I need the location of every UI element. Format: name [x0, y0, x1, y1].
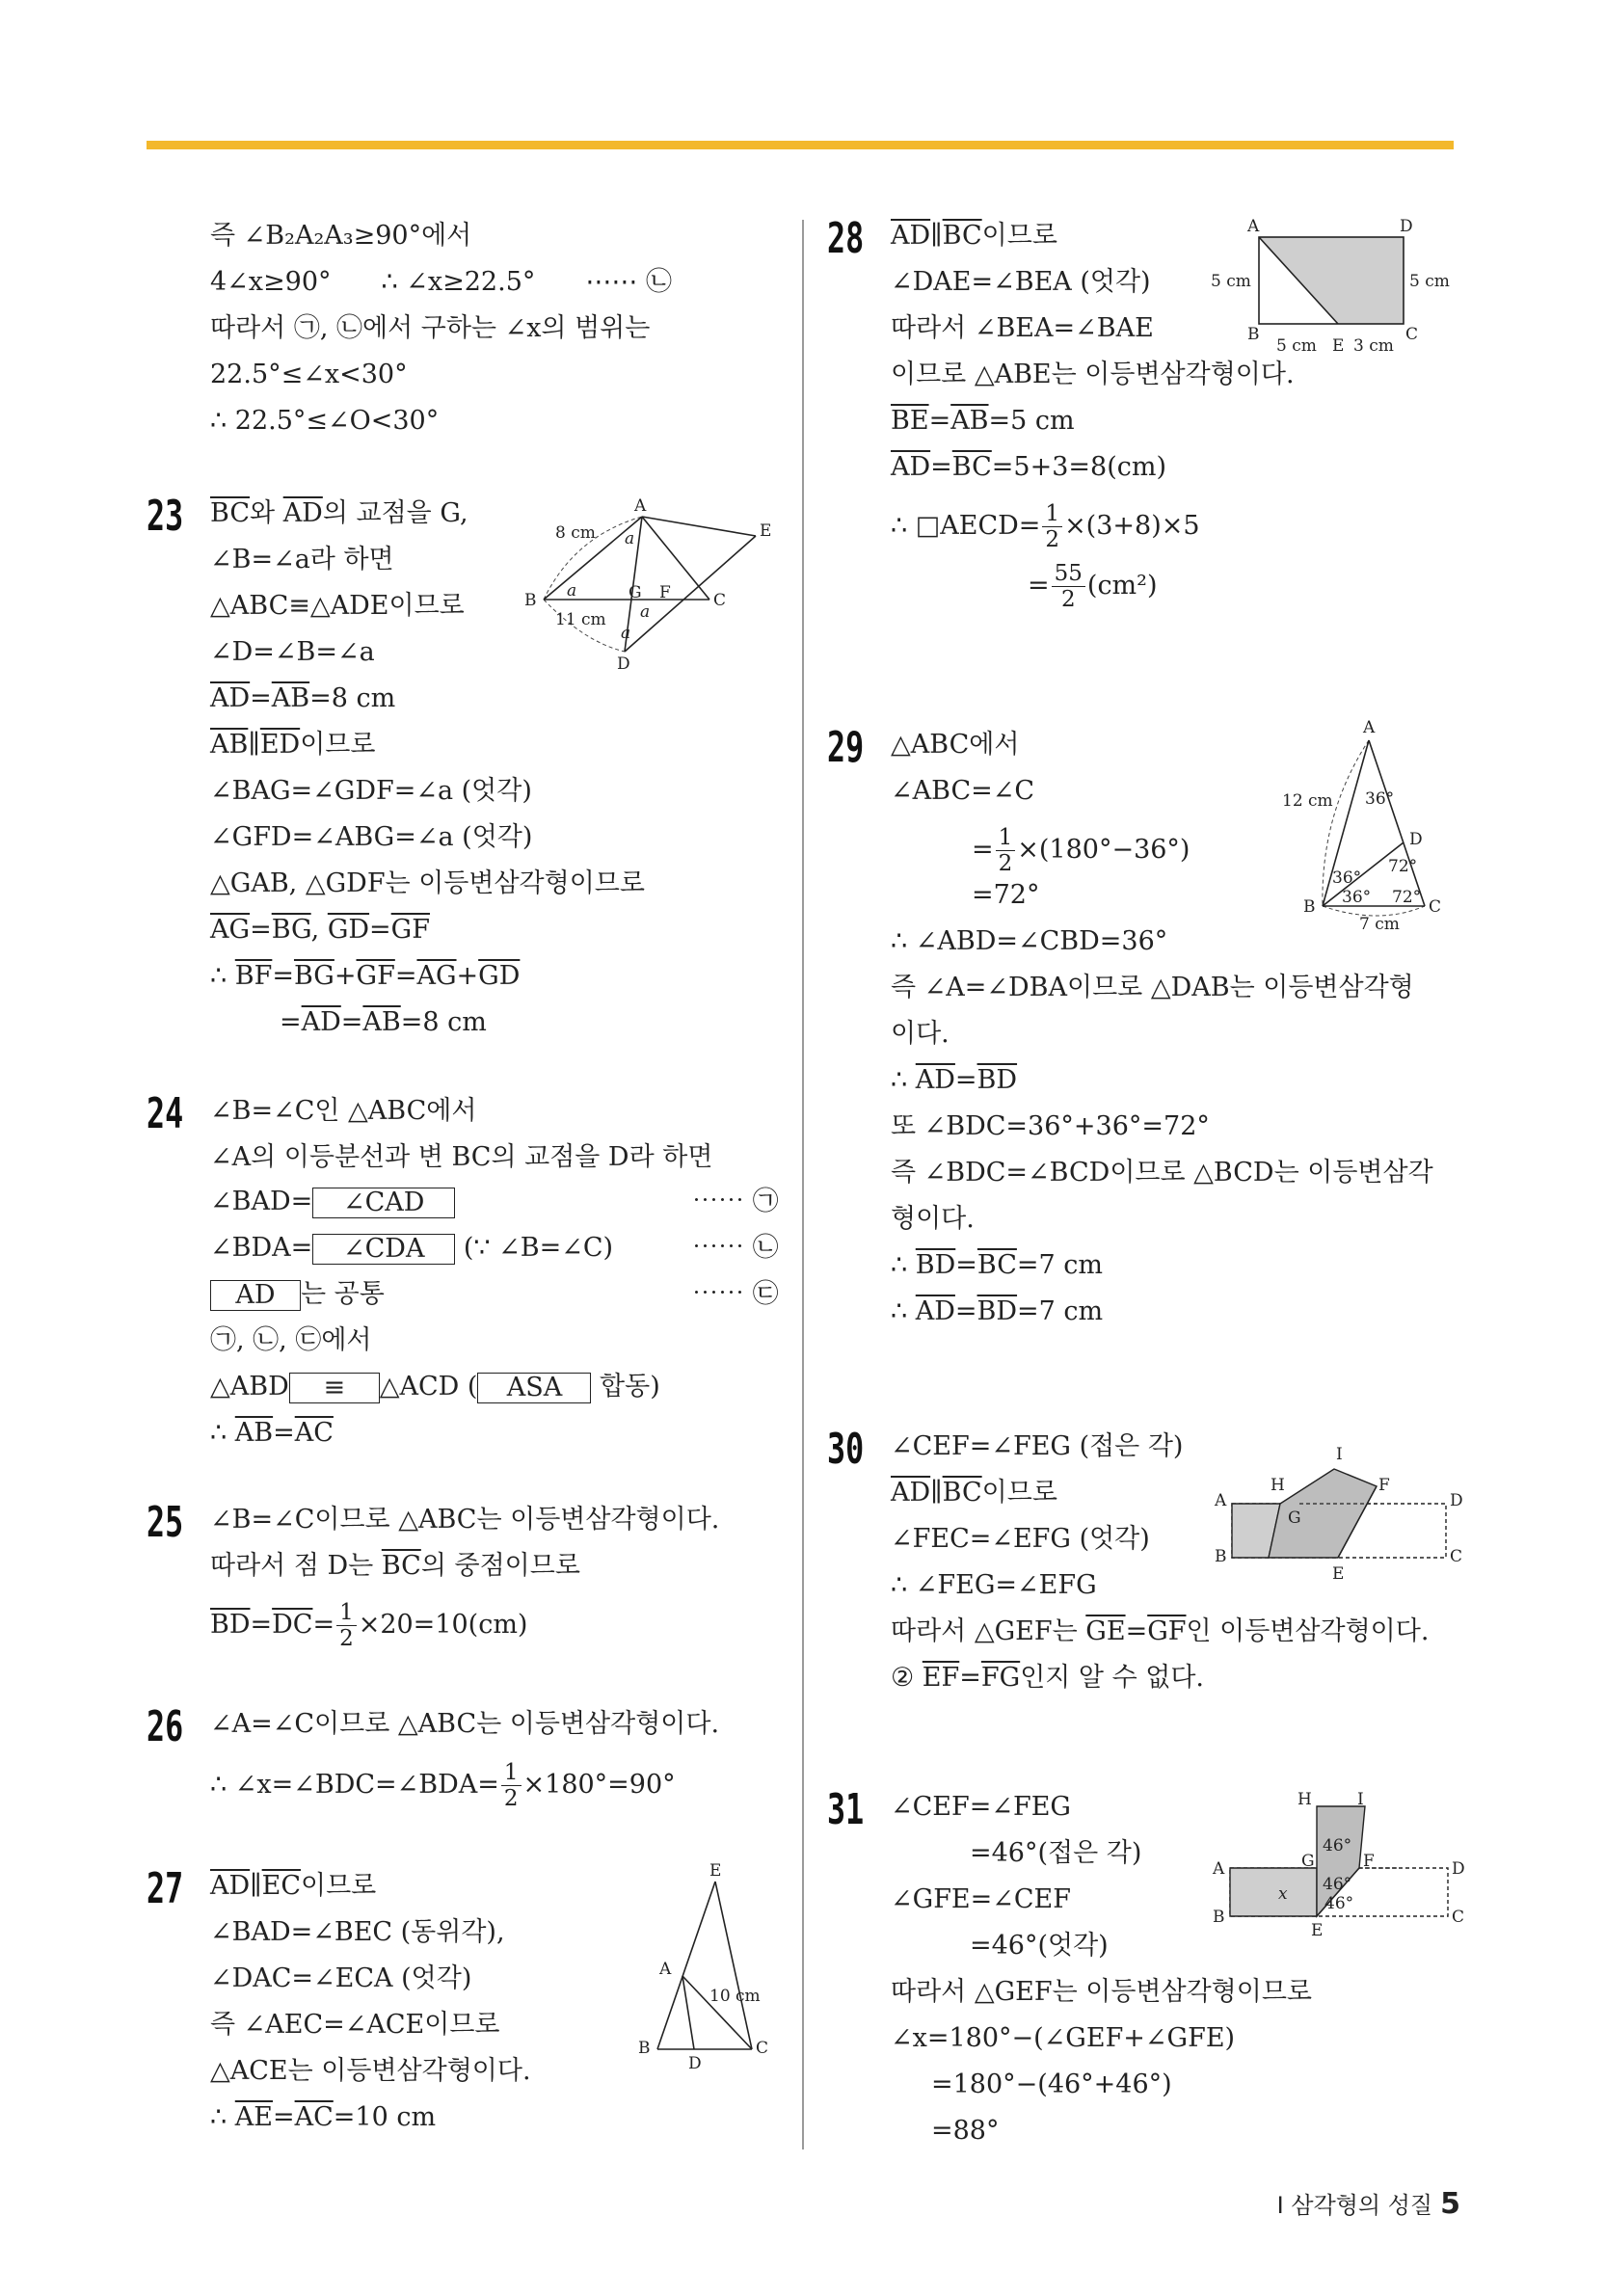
c23-line: ∠B=∠a라 하면 [210, 545, 394, 574]
c29-line: 즉 ∠BDC=∠BCD이므로 △BCD는 이등변삼각 [891, 1158, 1433, 1188]
c31-line: ∠CEF=∠FEG [891, 1792, 1071, 1822]
fig30-label-H: H [1271, 1476, 1285, 1495]
c22-line: 4∠x≥90° ∴ ∠x≥22.5° ⋯⋯ ㉡ [210, 267, 672, 297]
fig-31-folded-paper [1207, 1789, 1467, 1943]
fig28-length: 3 cm [1353, 336, 1394, 356]
c30-line: ∠CEF=∠FEG (접은 각) [891, 1431, 1184, 1461]
fig30-label-A: A [1215, 1491, 1227, 1510]
fig31-label-B: B [1213, 1908, 1225, 1927]
c31-line: ∠x=180°−(∠GEF+∠GFE) [891, 2023, 1236, 2053]
c29-line: 또 ∠BDC=36°+36°=72° [891, 1111, 1210, 1141]
fig29-label-D: D [1409, 830, 1423, 849]
fig30-label-C: C [1450, 1547, 1463, 1566]
fig29-label-A: A [1363, 718, 1376, 737]
fig29-length: 12 cm [1282, 791, 1333, 811]
fig29-angle: 72° [1388, 857, 1418, 876]
fig28-label-E: E [1332, 336, 1345, 356]
fig29-label-B: B [1303, 897, 1316, 917]
c31-line: 따라서 △GEF는 이등변삼각형이므로 [891, 1977, 1313, 2007]
c23-line: $\overline{AB}\parallel\overline{ED}$이므로 [210, 730, 376, 760]
fig23-label-G: G [629, 583, 642, 602]
c27-line: ∠DAC=∠ECA (엇각) [210, 1963, 472, 1993]
fig27-label-A: A [659, 1960, 672, 1979]
c29-line: ∴ $\overline{AD}=\overline{BD}=7$ cm [891, 1296, 1104, 1326]
c27-line: ∴ $\overline{AE}=\overline{AC}=10$ cm [210, 2102, 437, 2132]
c30-line: ∴ ∠FEG=∠EFG [891, 1570, 1097, 1600]
fig31-angle: 46° [1323, 1836, 1352, 1855]
c23-line: △ABC≡△ADE이므로 [210, 591, 465, 621]
problem-number: 23 [147, 492, 184, 541]
fig28-label-A: A [1247, 217, 1260, 236]
problem-number: 28 [827, 214, 865, 263]
c22-line: 즉 ∠B₂A₂A₃≥90°에서 [210, 221, 472, 251]
answer-box: ∠CDA [312, 1234, 455, 1265]
c31-line: =88° [931, 2116, 1000, 2146]
c29-line: ∴ $\overline{BD}=\overline{BC}=7$ cm [891, 1250, 1104, 1280]
c24-line: △ABD ≡ △ACD ( ASA 합동) [210, 1372, 660, 1402]
c24-line: ∠BDA= ∠CDA (∵ ∠B=∠C) [210, 1233, 614, 1264]
c29-line: 형이다. [891, 1204, 975, 1234]
c24-mark: ⋯⋯ ㉡ [692, 1233, 779, 1263]
c22-line: 22.5°≤∠x<30° [210, 360, 408, 389]
answer-box: AD [210, 1280, 301, 1311]
fig28-label-D: D [1400, 217, 1413, 236]
problem-number: 30 [827, 1425, 865, 1474]
c28-line: $\overline{AD}\parallel\overline{BC}$이므로 [891, 221, 1057, 251]
fig28-length: 5 cm [1211, 272, 1251, 291]
fig30-label-D: D [1450, 1491, 1463, 1510]
fig-28-rectangle [1201, 214, 1471, 359]
c29-line: 즉 ∠A=∠DBA이므로 △DAB는 이등변삼각형 [891, 973, 1414, 1002]
fig27-label-D: D [688, 2054, 702, 2072]
fig29-angle: 36° [1365, 789, 1395, 809]
fig-30-folded-paper [1207, 1427, 1467, 1590]
c24-line: AD 는 공통 [210, 1278, 385, 1311]
fig23-length: 8 cm [555, 523, 596, 543]
c23-line: $\overline{AG}=\overline{BG}$, $\overline{GD}=\overline{GF}$ [210, 915, 430, 945]
c28-line: ∠DAE=∠BEA (엇각) [891, 267, 1151, 297]
c22-line: ∴ 22.5°≤∠O<30° [210, 406, 440, 436]
c30-line: ② $\overline{EF}=\overline{FG}$인지 알 수 없다. [891, 1663, 1205, 1693]
c25-line: 따라서 점 D는 $\overline{BC}$의 중점이므로 [210, 1551, 580, 1581]
fig29-label-C: C [1429, 897, 1442, 917]
c29-line: =72° [972, 880, 1040, 910]
c25-line: $\overline{BD}=\overline{DC}=$ $\frac{1}{2}$ ×20=10(cm) [210, 1600, 528, 1651]
c28-line: = $\frac{55}{2}$ (cm²) [1028, 561, 1158, 612]
c27-line: ∠BAD=∠BEC (동위각), [210, 1917, 505, 1947]
c29-line: ∠ABC=∠C [891, 776, 1035, 806]
fig30-label-G: G [1288, 1508, 1301, 1528]
fig29-length: 7 cm [1359, 915, 1400, 934]
c30-line: 따라서 △GEF는 $\overline{GE}=\overline{GF}$인 이등변삼각형이다. [891, 1616, 1430, 1646]
fig31-label-D: D [1452, 1859, 1465, 1879]
answer-box: ≡ [289, 1373, 380, 1403]
fig30-label-E: E [1332, 1564, 1345, 1584]
fig30-label-I: I [1336, 1445, 1343, 1464]
fig28-length: 5 cm [1276, 336, 1317, 356]
fig23-label-A: A [634, 497, 647, 516]
fig31-label-C: C [1452, 1908, 1465, 1927]
fig31-angle: 46° [1324, 1894, 1354, 1913]
fig27-label-C: C [756, 2039, 769, 2058]
section-title: Ⅰ 삼각형의 성질 [1276, 2192, 1433, 2219]
c31-line: ∠GFE=∠CEF [891, 1884, 1071, 1914]
c26-line: ∴ ∠x=∠BDC=∠BDA= $\frac{1}{2}$ ×180°=90° [210, 1760, 676, 1811]
fig23-label-D: D [617, 654, 630, 671]
fig29-angle: 36° [1332, 868, 1362, 888]
c24-line: ∠B=∠C인 △ABC에서 [210, 1096, 477, 1126]
c22-line: 따라서 ㉠, ㉡에서 구하는 ∠x의 범위는 [210, 313, 651, 343]
c23-line: $\overline{AD}=\overline{AB}=8$ cm [210, 683, 396, 713]
fig31-angle-x: x [1278, 1884, 1288, 1904]
fig29-angle: 36° [1342, 888, 1372, 907]
c26-line: ∠A=∠C이므로 △ABC는 이등변삼각형이다. [210, 1709, 720, 1739]
answer-box: ASA [477, 1373, 591, 1403]
problem-number: 31 [827, 1785, 865, 1834]
fig-29-triangle [1282, 717, 1475, 939]
c30-line: $\overline{AD}\parallel\overline{BC}$이므로 [891, 1478, 1057, 1508]
fig23-angle: a [621, 624, 631, 643]
fig-23-triangles [517, 497, 787, 671]
fig23-angle: a [625, 529, 635, 548]
fig31-label-A: A [1213, 1859, 1225, 1879]
fig23-angle: a [640, 602, 651, 622]
c28-line: $\overline{BE}=\overline{AB}=5$ cm [891, 406, 1075, 436]
fig31-label-E: E [1311, 1921, 1324, 1940]
fig31-label-F: F [1363, 1852, 1375, 1871]
c29-line: = $\frac{1}{2}$ ×(180°−36°) [972, 825, 1190, 876]
fig27-label-E: E [709, 1861, 722, 1881]
c30-line: ∠FEC=∠EFG (엇각) [891, 1524, 1150, 1554]
page-footer [1277, 2186, 1460, 2221]
c27-line: 즉 ∠AEC=∠ACE이므로 [210, 2010, 500, 2040]
c25-line: ∠B=∠C이므로 △ABC는 이등변삼각형이다. [210, 1505, 720, 1535]
c29-line: ∴ ∠ABD=∠CBD=36° [891, 926, 1168, 956]
fig31-label-G: G [1301, 1852, 1315, 1871]
c23-line: $=\overline{AD}=\overline{AB}=8$ cm [280, 1007, 487, 1037]
fig-27-triangle [625, 1860, 779, 2072]
c23-line: ∴ $\overline{BF}=\overline{BG}+\overline{GF}=\overline{AG}+\overline{GD}$ [210, 961, 521, 991]
fig29-angle: 72° [1392, 888, 1422, 907]
c24-line: ∠BAD= ∠CAD [210, 1186, 455, 1218]
c23-line: ∠D=∠B=∠a [210, 637, 375, 667]
fig30-label-B: B [1215, 1547, 1227, 1566]
c28-line: ∴ □AECD= $\frac{1}{2}$ ×(3+8)×5 [891, 501, 1200, 552]
c23-line: ∠GFD=∠ABG=∠a (엇각) [210, 822, 533, 852]
fig23-length: 11 cm [555, 610, 606, 629]
c29-line: △ABC에서 [891, 730, 1020, 760]
c31-line: =46°(접은 각) [970, 1838, 1142, 1868]
problem-number: 27 [147, 1864, 184, 1913]
fig23-angle: a [567, 581, 577, 601]
c31-line: =46°(엇각) [970, 1931, 1109, 1961]
answer-box: ∠CAD [312, 1188, 455, 1218]
fig23-label-B: B [524, 591, 537, 610]
c23-line: △GAB, △GDF는 이등변삼각형이므로 [210, 868, 645, 898]
c27-line: $\overline{AD}\parallel\overline{EC}$이므로 [210, 1871, 377, 1901]
c28-line: 이므로 △ABE는 이등변삼각형이다. [891, 360, 1295, 389]
c29-line: 이다. [891, 1019, 950, 1049]
fig30-label-F: F [1378, 1476, 1390, 1495]
page-number: 5 [1440, 2187, 1460, 2221]
column-divider [802, 220, 804, 2149]
fig27-length: 10 cm [709, 1987, 761, 2006]
c24-line: ∴ $\overline{AB}=\overline{AC}$ [210, 1418, 334, 1448]
c23-line: ∠BAG=∠GDF=∠a (엇각) [210, 776, 532, 806]
c29-line: ∴ $\overline{AD}=\overline{BD}$ [891, 1065, 1018, 1095]
c31-line: =180°−(46°+46°) [931, 2069, 1172, 2099]
c28-line: $\overline{AD}=\overline{BC}=5+3=8(cm)$ [891, 452, 1166, 482]
fig23-label-C: C [713, 591, 727, 610]
fig23-label-F: F [659, 583, 671, 602]
fig23-label-E: E [760, 521, 772, 541]
c27-line: △ACE는 이등변삼각형이다. [210, 2056, 531, 2086]
problem-number: 26 [147, 1702, 184, 1751]
header-accent-bar [147, 141, 1454, 149]
c24-mark: ⋯⋯ ㉠ [692, 1187, 779, 1216]
problem-number: 29 [827, 723, 865, 772]
c24-line: ㉠, ㉡, ㉢에서 [210, 1325, 372, 1355]
fig28-label-B: B [1247, 325, 1260, 344]
fig28-label-C: C [1405, 325, 1419, 344]
fig27-label-B: B [638, 2039, 651, 2058]
c24-line: ∠A의 이등분선과 변 BC의 교점을 D라 하면 [210, 1142, 713, 1172]
c28-line: 따라서 ∠BEA=∠BAE [891, 313, 1154, 343]
fig31-label-H: H [1297, 1790, 1312, 1809]
problem-number: 25 [147, 1498, 184, 1547]
fig31-label-I: I [1357, 1790, 1364, 1809]
problem-number: 24 [147, 1089, 184, 1138]
c24-mark: ⋯⋯ ㉢ [692, 1279, 779, 1309]
fig31-angle: 46° [1323, 1875, 1352, 1894]
fig28-length: 5 cm [1409, 272, 1450, 291]
c23-line: $\overline{BC}$와 $\overline{AD}$의 교점을 G, [210, 498, 468, 528]
